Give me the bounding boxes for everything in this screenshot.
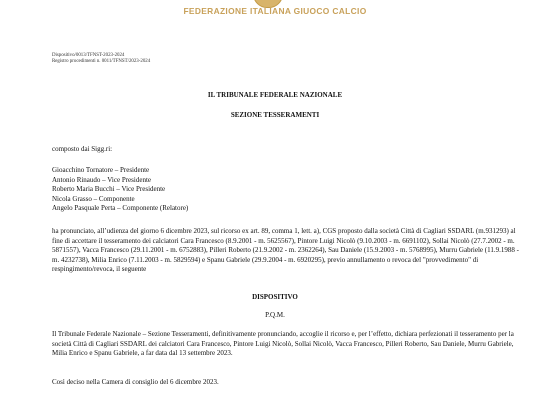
document-meta xyxy=(52,53,150,64)
meta-line-dispositivo: Dispositivo/0013/TFNST-2023-2024 xyxy=(52,53,125,58)
member-item: Roberto Maria Bucchi – Vice Presidente xyxy=(52,185,166,194)
section-title: SEZIONE TESSERAMENTI xyxy=(230,111,320,119)
closing-line: Così deciso nella Camera di consiglio del 6 dicembre 2023. xyxy=(52,378,219,386)
dispositivo-heading: DISPOSITIVO xyxy=(252,293,298,301)
member-item: Antonio Rinaudo – Vice Presidente xyxy=(52,175,151,184)
decision-paragraph: Il Tribunale Federale Nazionale – Sezione Tesseramenti, definitivamente pronunciando, accoglie il ricorso e, per l’effetto, dichiara perfezionati il tesseramento per la società Città di Cagliari SSDARL dei calciatori Cara Francesco, Pintore Luigi Nicolò, Sollai Nicolò, Vacca Francesco, Pilleri Roberto, Sau Daniele, Murru Gabriele, Milia Enrico e Spanu Gabriele, a far data dal 13 settembre 2023. xyxy=(52,330,514,358)
federation-name: FEDERAZIONE ITALIANA GIUOCO CALCIO xyxy=(183,6,367,16)
court-title: IL TRIBUNALE FEDERALE NAZIONALE xyxy=(207,91,343,99)
member-item: Gioacchino Tornatore – Presidente xyxy=(52,166,150,174)
pqm-heading: P.Q.M. xyxy=(265,311,285,319)
meta-line-registro: Registro procedimenti n. 0011/TFNST/2023-2024 xyxy=(52,58,151,64)
header xyxy=(0,0,550,22)
ruling-paragraph: ha pronunciato, all’udienza del giorno 6 dicembre 2023, sul ricorso ex art. 89, comma 1, lett. a), CGS proposto dalla società Città di Cagliari SSDARL (m.931293) al fine di accettare il tesseramento dei calciatori Cara Francesco (8.9.2001 - m. 5625567), Pintore Luigi Nicolò (9.10.2003 - m. 6691102), Sollai Nicolò (27.7.2002 - m. 5871557), Vacca Francesco (29.11.2001 - m. 6752883), Pilleri Roberto (21.9.2002 - m. 2362264), Sau Daniele (15.9.2003 - m. 5768995), Murru Gabriele (11.9.1988 - m. 4232738), Milia Enrico (7.11.2003 - m. 5829594) e Spanu Gabriele (29.9.2004 - m. 6920295), previo annullamento o revoca del "provvedimento" di respingimento/revoca, il seguente xyxy=(52,227,519,274)
composed-by-label: composto dai Sigg.ri: xyxy=(52,145,113,153)
members-list xyxy=(52,166,522,214)
member-item: Angelo Pasquale Perta – Componente (Relatore) xyxy=(52,204,189,213)
member-item: Nicola Grasso – Componente xyxy=(52,194,135,203)
